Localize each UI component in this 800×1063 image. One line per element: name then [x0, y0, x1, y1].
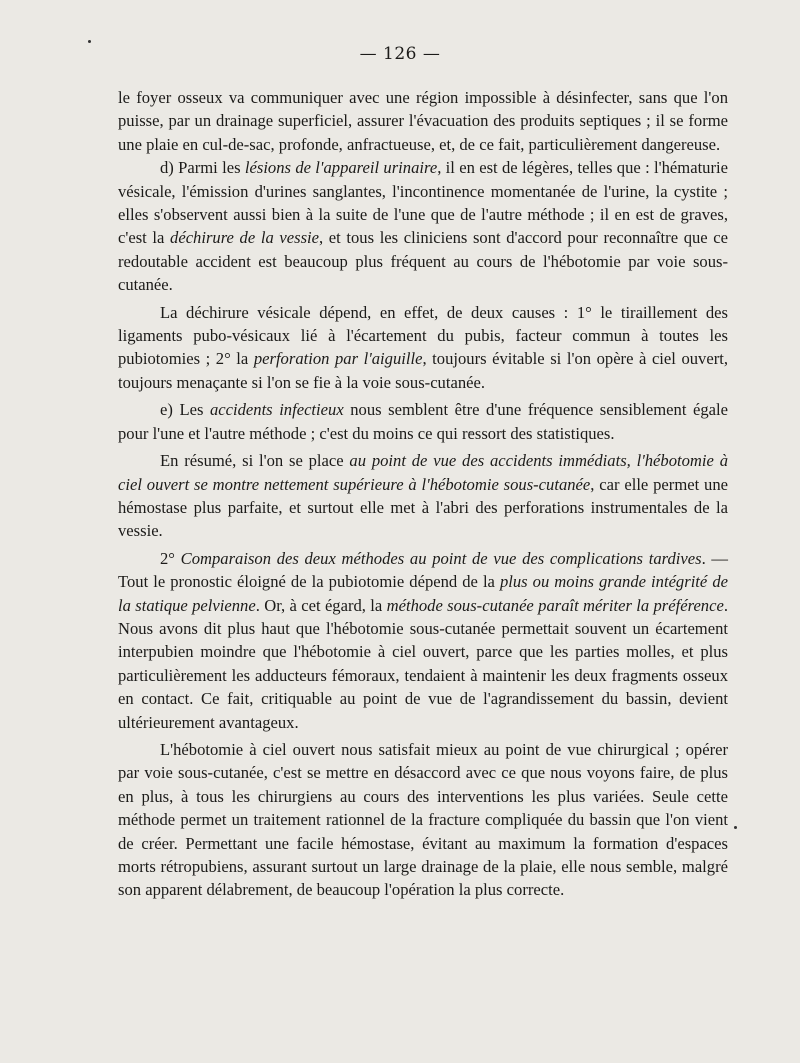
- text-run: nous semblent être d'une fréquence sensiblement égale pour l'une et l'autre méthode ; c'est du moins ce qui ressort des statistiques.: [118, 400, 728, 443]
- italic-run: Comparaison des deux méthodes au point de vue des complications tardives: [180, 548, 702, 568]
- text-run: . Or, à cet égard, la: [255, 595, 387, 615]
- text-run: L'hébotomie à ciel ouvert nous satisfait mieux au point de vue chirurgical ; opérer par voie sous-cutanée, c'est se mettre en désaccord avec ce que nous voyons faire, de plus en plus, à tous les chirurgiens au cours des interventions les plus variées. Seule cette méthode permet un traitement rationnel de la fracture compliquée du bassin que l'on vient de créer. Permettant une facile hémostase, évitant au maximum la formation d'espaces morts rétropubiens, assurant surtout un large drainage de la plaie, elle nous semble, malgré son apparent délabrement, de beaucoup l'opération la plus correcte.: [118, 739, 728, 900]
- text-run: , car elle permet une hémostase plus parfaite, et surtout elle met à l'abri des perforations instrumentales de la vessie.: [118, 474, 728, 541]
- italic-run: lésions de l'appareil urinaire: [244, 158, 438, 178]
- italic-run: accidents infectieux: [209, 400, 344, 420]
- ink-speck: [734, 826, 737, 829]
- text-run: 2°: [160, 548, 181, 568]
- paragraph: [118, 738, 728, 902]
- text-run: En résumé, si l'on se place: [160, 451, 350, 471]
- paragraph: [118, 86, 728, 156]
- text-run: , toujours évitable si l'on opère à ciel ouvert, toujours menaçante si l'on se fie à la voie sous-cutanée.: [118, 349, 728, 392]
- text-run: le foyer osseux va communiquer avec une région impossible à désinfecter, sans que l'on puisse, par un drainage superficiel, assurer l'évacuation des produits septiques ; il se forme une plaie en cul-de-sac, profonde, anfractueuse, et, de ce fait, particulièrement dangereuse.: [118, 88, 728, 154]
- italic-run: plus ou moins grande intégrité de la statique pelvienne: [118, 572, 728, 615]
- text-run: e) Les: [160, 400, 210, 420]
- italic-run: au point de vue des accidents immédiats, l'hébotomie à ciel ouvert se montre nettement supérieure à l'hébotomie sous-cutanée: [118, 451, 728, 494]
- italic-run: méthode sous-cutanée paraît mériter la préférence: [386, 595, 724, 615]
- paragraph: [118, 156, 728, 296]
- paragraph: [118, 449, 728, 543]
- text-run: La déchirure vésicale dépend, en effet, de deux causes : 1° le tiraillement des ligaments pubo-vésicaux lié à l'écartement du pubis, facteur commun à toutes les pubiotomies ; 2° la: [118, 302, 728, 369]
- text-run: , il en est de légères, telles que : l'hématurie vésicale, l'émission d'urines sanglantes, l'incontinence momentanée de l'urine, la cystite ; elles s'observent aussi bien à la suite de l'une que de l'autre méthode ; il en est de graves, c'est la: [118, 158, 728, 248]
- italic-run: déchirure de la vessie: [170, 228, 320, 248]
- paragraph: [118, 398, 728, 445]
- text-run: . Nous avons dit plus haut que l'hébotomie sous-cutanée permettait souvent un écartement interpubien moindre que l'hébotomie à ciel ouvert, parce que les parties molles, et plus particulièrement les adducteurs fémoraux, tendaient à maintenir les deux fragments osseux en contact. Ce fait, critiquable au point de vue de l'agrandissement du bassin, devient ultérieurement avantageux.: [118, 595, 728, 732]
- page-number: — 126 —: [359, 44, 441, 64]
- ink-speck: [88, 40, 91, 43]
- paragraph: [118, 301, 728, 395]
- text-run: . — Tout le pronostic éloigné de la pubiotomie dépend de la: [118, 548, 729, 592]
- italic-run: perforation par l'aiguille: [253, 349, 423, 369]
- text-run: d) Parmi les: [160, 158, 245, 178]
- text-run: , et tous les cliniciens sont d'accord pour reconnaître que ce redoutable accident est beaucoup plus fréquent au cours de l'hébotomie par voie sous-cutanée.: [118, 228, 729, 295]
- body-text: [118, 86, 728, 902]
- paragraph: [118, 547, 728, 734]
